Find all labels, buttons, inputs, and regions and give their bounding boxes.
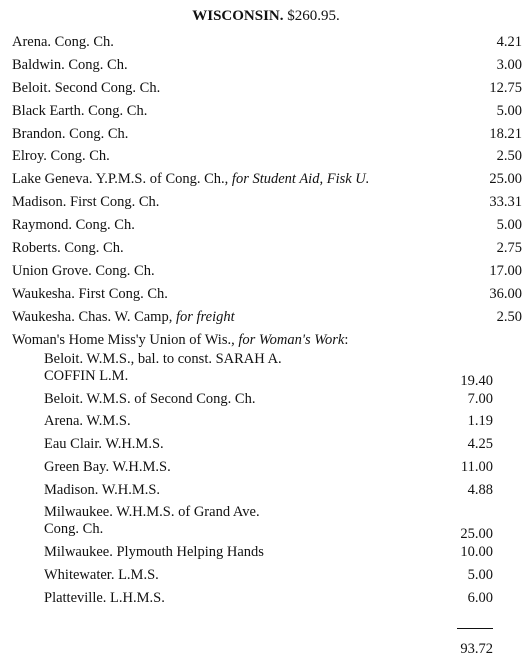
heading-name: Woman's Home Miss'y Union of Wis.,: [12, 331, 235, 348]
entry-amount: 33.31: [489, 194, 522, 211]
sub-entry-amount: 6.00: [467, 589, 493, 606]
sub-entry-line2: COFFIN L.M.: [44, 367, 129, 384]
entry-name: Brandon. Cong. Ch.: [12, 125, 129, 142]
list-item: [12, 102, 522, 125]
sub-entry-description: [44, 412, 131, 430]
entry-amount: 2.75: [496, 240, 522, 257]
sub-list-item: [12, 543, 522, 566]
entry-description: [12, 33, 114, 51]
entry-name: Raymond. Cong. Ch.: [12, 217, 135, 234]
sub-entry-line1: Milwaukee. Plymouth Helping Hands: [44, 544, 264, 561]
entry-description: [12, 170, 369, 188]
sub-entry-amount: 7.00: [467, 390, 493, 407]
state-heading: WISCONSIN.: [192, 8, 284, 24]
list-item: [12, 56, 522, 79]
sub-entry-amount: 4.25: [467, 436, 493, 453]
sub-list-item: [12, 504, 522, 543]
sub-entry-line1: Beloit. W.M.S. of Second Cong. Ch.: [44, 390, 256, 407]
list-item: [12, 239, 522, 262]
heading-text: [12, 331, 348, 349]
state-total: $260.95.: [287, 8, 340, 24]
womans-union-heading: [12, 331, 522, 351]
entry-name: Black Earth. Cong. Ch.: [12, 102, 148, 119]
page-title: [0, 8, 532, 25]
sub-entry-amount: 4.88: [467, 482, 493, 499]
sub-entry-description: [44, 351, 282, 385]
sub-entry-line1: Milwaukee. W.H.M.S. of Grand Ave.: [44, 504, 260, 521]
entry-amount: 3.00: [496, 56, 522, 73]
sub-entry-description: [44, 435, 164, 453]
sub-entry-line2: Cong. Ch.: [44, 521, 104, 538]
sub-entry-line1: Beloit. W.M.S., bal. to const. SARAH A.: [44, 350, 282, 367]
entry-name: Waukesha. Chas. W. Camp,: [12, 308, 173, 325]
entry-description: [12, 262, 155, 280]
sub-entry-line1: Madison. W.H.M.S.: [44, 482, 161, 499]
list-item: [12, 216, 522, 239]
entry-name: Beloit. Second Cong. Ch.: [12, 79, 161, 96]
entry-amount: 36.00: [489, 285, 522, 302]
sub-list-item: [12, 390, 522, 413]
entry-description: [12, 193, 159, 211]
sub-list-item: [12, 589, 522, 612]
sub-entry-description: [44, 589, 165, 607]
entry-description: [12, 285, 168, 303]
entry-name: Elroy. Cong. Ch.: [12, 148, 110, 165]
entry-amount: 25.00: [489, 171, 522, 188]
entry-description: [12, 125, 128, 143]
sub-entry-description: [44, 481, 160, 499]
list-item: [12, 262, 522, 285]
entry-amount: 18.21: [489, 125, 522, 142]
entry-description: [12, 79, 160, 97]
sub-list-item: [12, 481, 522, 504]
heading-note: for Woman's Work: [238, 331, 345, 348]
entry-note: for Student Aid, Fisk U.: [231, 171, 370, 188]
list-item: [12, 308, 522, 331]
entry-description: [12, 216, 135, 234]
entry-amount: 5.00: [496, 102, 522, 119]
sub-entry-amount: 10.00: [460, 544, 493, 561]
entry-name: Lake Geneva. Y.P.M.S. of Cong. Ch.,: [12, 171, 229, 188]
sub-list-item: [12, 458, 522, 481]
entry-amount: 4.21: [496, 34, 522, 50]
sub-list-item: [12, 412, 522, 435]
heading-colon: :: [344, 331, 349, 348]
list-item: [12, 33, 522, 56]
sub-list-item: [12, 435, 522, 458]
sub-entry-amount: 19.40: [460, 372, 493, 389]
entry-description: [12, 56, 128, 74]
list-item: [12, 193, 522, 216]
entry-description: [12, 239, 124, 257]
list-item: [12, 147, 522, 170]
sub-entry-line1: Green Bay. W.H.M.S.: [44, 459, 171, 476]
entry-note: for freight: [175, 308, 235, 325]
entry-amount: 5.00: [496, 217, 522, 234]
sub-entry-amount: 1.19: [467, 413, 493, 430]
entry-name: Union Grove. Cong. Ch.: [12, 262, 155, 279]
sub-entry-amount: 11.00: [460, 459, 493, 476]
sub-entry-amount: 25.00: [460, 526, 493, 543]
contribution-list: [12, 33, 522, 612]
sub-entry-description: [44, 458, 171, 476]
entry-amount: 2.50: [496, 308, 522, 325]
sub-entry-description: [44, 390, 255, 408]
sub-entry-line1: Platteville. L.H.M.S.: [44, 589, 165, 606]
sub-entry-line1: Arena. W.M.S.: [44, 413, 131, 430]
sub-entry-line1: Whitewater. L.M.S.: [44, 566, 159, 583]
entry-description: [12, 308, 235, 326]
entry-name: Arena. Cong. Ch.: [12, 34, 114, 50]
list-item: [12, 125, 522, 148]
entry-name: Waukesha. First Cong. Ch.: [12, 285, 168, 302]
entry-name: Madison. First Cong. Ch.: [12, 194, 160, 211]
entry-amount: 2.50: [496, 148, 522, 165]
sub-entry-description: [44, 504, 260, 538]
sub-entry-line1: Eau Clair. W.H.M.S.: [44, 436, 164, 453]
list-item: [12, 79, 522, 102]
sub-list-item: [12, 351, 522, 390]
entry-description: [12, 147, 110, 165]
sub-list-item: [12, 566, 522, 589]
entry-amount: 12.75: [489, 79, 522, 96]
subtotal-amount: 93.72: [460, 641, 493, 657]
sub-entry-description: [44, 566, 159, 584]
sub-entry-amount: 5.00: [467, 566, 493, 583]
entry-description: [12, 102, 147, 120]
list-item: [12, 170, 522, 193]
list-item: [12, 285, 522, 308]
entry-name: Roberts. Cong. Ch.: [12, 240, 124, 257]
subtotal-rule: [457, 628, 493, 629]
entry-amount: 17.00: [489, 262, 522, 279]
sub-entry-description: [44, 543, 264, 561]
entry-name: Baldwin. Cong. Ch.: [12, 56, 128, 73]
